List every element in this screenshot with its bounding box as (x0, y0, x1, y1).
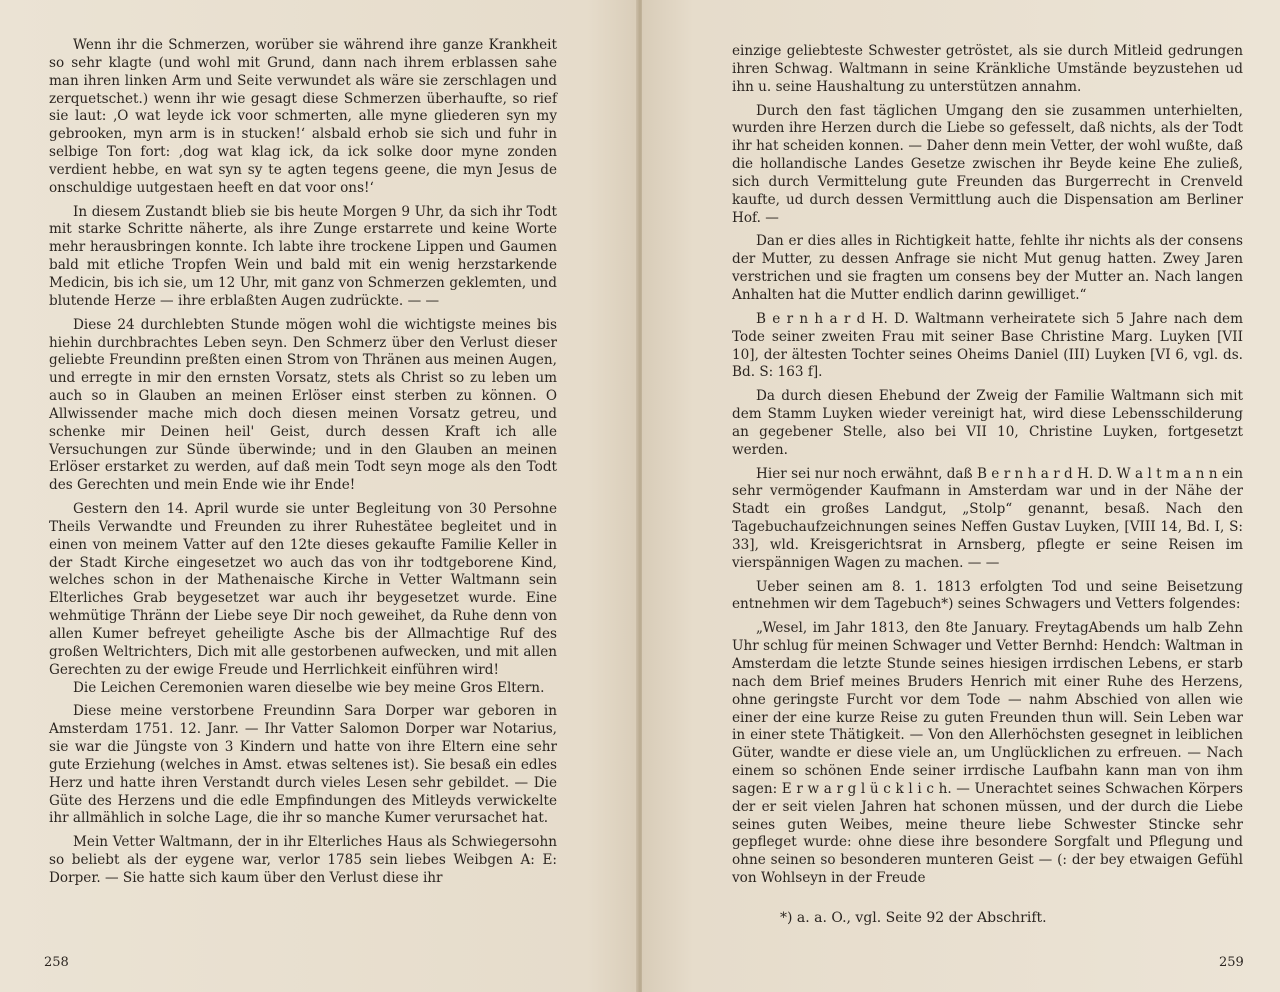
paragraph: In diesem Zustandt blieb sie bis heute Morgen 9 Uhr, da sich ihr Todt mit starke Schritte näherte, als ihre Zunge erstarrete und keine Worte mehr herausbringen konnte. Ich labte ihre trockene Lippen und Gaumen bald mit etliche Tropfen Wein und bald mit ein wenig herzstarkende Medicin, bis ich sie, um 12 Uhr, mit ganz von Schmerzen geklemten, und blutende Herze — ihre erblaßten Augen zudrückte. — — (49, 203, 557, 309)
right-page-text (732, 43, 1243, 894)
paragraph: B e r n h a r d H. D. Waltmann verheiratete sich 5 Jahre nach dem Tode seiner zweiten Frau mit seiner Base Christine Marg. Luyken [VII 10], der ältesten Tochter seines Oheims Daniel (III) Luyken [VI 6, vgl. ds. Bd. S: 163 f]. (732, 310, 1243, 381)
page-number: 258 (44, 955, 69, 970)
right-page (642, 0, 1280, 992)
paragraph: Ueber seinen am 8. 1. 1813 erfolgten Tod und seine Beisetzung entnehmen wir dem Tagebuch*) seines Schwagers und Vetters folgendes: (732, 578, 1243, 613)
paragraph: Da durch diesen Ehebund der Zweig der Familie Waltmann sich mit dem Stamm Luyken wieder vereinigt hat, wird diese Lebensschilderung an gegebener Stelle, also bei VII 10, Christine Luyken, fortgesetzt werden. (732, 388, 1243, 458)
paragraph: Hier sei nur noch erwähnt, daß B e r n h a r d H. D. W a l t m a n n ein sehr vermögender Kaufmann in Amsterdam war und in der Nähe der Stadt ein großes Landgut, „Stolp“ genannt, besaß. Nach den Tagebuchaufzeichnungen seines Neffen Gustav Luyken, [VIII 14, Bd. I, S: 33], wld. Kreisgerichtsrat in Arnsberg, pflegte er seine Reisen im vierspännigen Wagen zu machen. — — (732, 465, 1243, 571)
paragraph: Dan er dies alles in Richtigkeit hatte, fehlte ihr nichts als der consens der Mutter, zu dessen Anfrage sie nicht Mut genug hatten. Zwey Jaren verstrichen und sie fragten um consens bey der Mutter an. Nach langen Anhalten hat die Mutter endlich darinn gewilliget.“ (732, 233, 1243, 303)
paragraph: Die Leichen Ceremonien waren dieselbe wie bey meine Gros Eltern. (73, 679, 545, 696)
paragraph: Wenn ihr die Schmerzen, worüber sie während ihre ganze Krankheit so sehr klagte (und wohl mit Grund, dann nach ihrem erblassen sahe man ihren linken Arm und Seite verwundet als wäre sie zerschlagen und zerquetschet.) wenn ihr wie gesagt diese Schmerzen überhaufte, so rief sie laut: ‚O wat leyde ick voor schmerten, alle myne gliederen syn my gebrooken, myn arm is in stucken!‘ alsbald erhob sie sich und fuhr in selbige Ton fort: ‚dog wat klag ick, da ick solke door myne zonden verdient hebbe, en wat syn sy te agten tegens geene, die myn Jesus de onschuldige uutgestaen heeft en dat voor ons!‘ (49, 37, 557, 196)
left-page-text (49, 37, 557, 894)
footnote: *) a. a. O., vgl. Seite 92 der Abschrift. (780, 910, 1047, 926)
paragraph: einzige geliebteste Schwester getröstet, als sie durch Mitleid gedrungen ihren Schwag. Waltmann in seine Kränkliche Umstände beyzustehen ud ihn u. seine Haushaltung zu unterstützen annahm. (732, 43, 1243, 95)
paragraph: Diese meine verstorbene Freundinn Sara Dorper war geboren in Amsterdam 1751. 12. Janr. — Ihr Vatter Salomon Dorper war Notarius, sie war die Jüngste von 3 Kindern und hatte von ihre Eltern eine sehr gute Erziehung (welches in Amst. etwas seltenes ist). Sie besaß ein edles Herz und hatte ihren Verstandt durch vieles Lesen sehr gebildet. — Die Güte des Herzens und die edle Empfindungen des Mitleyds verwickelte ihr allmählich in solche Lage, die ihr so manche Kumer verursachet hat. (49, 703, 557, 827)
paragraph: Gestern den 14. April wurde sie unter Begleitung von 30 Persohne Theils Verwandte und Freunden zu ihrer Ruhestätee begleitet und in einen von meinem Vatter auf den 12te dieses gekaufte Familie Keller in der Stadt Kirche eingesetzet wo auch das von ihr todtgeborene Kind, welches schon in der Mathenaische Kirche in Vetter Waltmann sein Elterliches Grab beygesetzet war auch ihr beygesetzet wurde. Eine wehmütige Thränn der Liebe seye Dir noch geweihet, da Ruhe denn von allen Kumer befreyet geheiligte Asche bis der Allmachtige Ruf des großen Weltrichters, Dich mit alle gestorbenen aufwecken, und mit allen Gerechten zu der ewige Freude und Herrlichkeit einführen wird! (49, 501, 557, 678)
left-page (0, 0, 638, 992)
page-number: 259 (1219, 955, 1244, 970)
paragraph: Mein Vetter Waltmann, der in ihr Elterliches Haus als Schwiegersohn so beliebt als der eygene war, verlor 1785 sein liebes Weibgen A: E: Dorper. — Sie hatte sich kaum über den Verlust diese ihr (49, 834, 557, 886)
paragraph: „Wesel, im Jahr 1813, den 8te January. FreytagAbends um halb Zehn Uhr schlug für meinen Schwager und Vetter Bernhd: Hendch: Waltman in Amsterdam die letzte Stunde seines hiesigen irrdischen Lebens, er starb nach dem Brief meines Bruders Henrich mit einer Ruhe des Herzens, ohne geringste Furcht vor dem Tode — nahm Abschied von allen wie einer der eine kurze Reise zu guten Freunden thun will. Sein Leben war in einer stete Thätigkeit. — Von den Allerhöchsten gesegnet in leiblichen Güter, wandte er diese viele an, um Unglücklichen zu erfreuen. — Nach einem so schönen Ende seiner irrdische Laufbahn kann man von ihm sagen: E r w a r g l ü c k l i c h. — Unerachtet seines Schwachen Körpers der er seit vielen Jahren hat schonen müssen, und der durch die Liebe seines guten Weibes, meine theure liebe Schwester Stincke sehr gepfleget wurde: ohne diese ihre besondere Sorgfalt und Pflegung und ohne seinen so besonderen munteren Geist — (: der bey etwaigen Gefühl von Wohlseyn in der Freude (732, 620, 1243, 887)
paragraph: Durch den fast täglichen Umgang den sie zusammen unterhielten, wurden ihre Herzen durch die Liebe so gefesselt, daß nichts, als der Todt ihr hat scheiden konnen. — Daher denn mein Vetter, der wohl wußte, daß die hollandische Landes Gesetze zwischen ihr Beyde keine Ehe zuließ, sich durch Vermittelung gute Freunden das Burgerrecht in Crenveld kaufte, ud durch dessen Vermittlung auch die Dispensation am Berliner Hof. — (732, 102, 1243, 226)
paragraph: Diese 24 durchlebten Stunde mögen wohl die wichtigste meines bis hiehin durchbrachtes Leben seyn. Den Schmerz über den Verlust dieser geliebte Freundinn preßten einen Strom von Thränen aus meinen Augen, und erregte in mir den ernsten Vorsatz, stets als Christ so zu leben um auch so in Glauben an meinen Erlöser einst sterben zu können. O Allwissender mache mich doch diesen meinen Vorsatz getreu, und schenke mir Deinen heil' Geist, durch dessen Kraft ich alle Versuchungen zur Sünde überwinde; und in den Glauben an meinen Erlöser erstarket zu werden, auf daß mein Todt seyn moge als den Todt des Gerechten und mein Ende wie ihr Ende! (49, 316, 557, 494)
